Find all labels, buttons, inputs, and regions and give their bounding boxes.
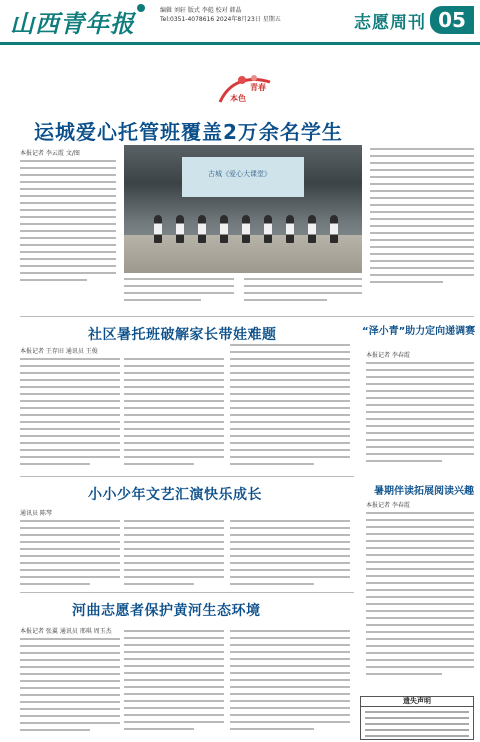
article-byline: 本报记者 李春霞	[366, 502, 410, 509]
photo-performer	[176, 215, 184, 243]
lead-text-col4	[370, 148, 474, 288]
photo-performer	[198, 215, 206, 243]
photo-performer	[308, 215, 316, 243]
photo-performer	[330, 215, 338, 243]
lead-text-col2	[124, 278, 234, 306]
article-text	[366, 362, 474, 467]
page-header	[0, 0, 480, 45]
lead-byline: 本报记者 李云霞 文/图	[20, 150, 80, 157]
article-text	[230, 630, 350, 735]
lead-headline: 运城爱心托管班覆盖2万余名学生	[34, 120, 343, 144]
article-byline: 通讯员 陈琴	[20, 510, 52, 517]
article-headline: 河曲志愿者保护黄河生态环境	[72, 603, 261, 619]
article-text	[20, 638, 120, 736]
notice-title: 遗失声明	[361, 697, 473, 707]
photo-screen-text: 古城《爱心大课堂》	[208, 170, 271, 178]
page-number: 05	[430, 6, 474, 34]
article-headline: 小小少年文艺汇演快乐成长	[88, 487, 262, 503]
article-text	[124, 630, 224, 735]
article-text	[124, 358, 224, 470]
header-info-line1: 编辑 刘轩 版式 李彪 校对 韩晶	[160, 7, 242, 14]
article-byline: 本报记者 李春霞	[366, 352, 410, 359]
photo-stage-screen	[182, 157, 304, 197]
section-title: 志愿周刊	[354, 13, 426, 33]
article-byline: 本报记者 张翼 通讯员 邢琪 周玉杰	[20, 628, 112, 635]
divider	[20, 476, 354, 477]
article-text	[366, 512, 474, 680]
photo-performer	[154, 215, 162, 243]
lead-text-col1	[20, 160, 116, 286]
article-text	[20, 358, 120, 470]
article-text	[230, 520, 350, 590]
masthead: 山西青年报	[10, 4, 145, 39]
article-text	[230, 344, 350, 470]
article-headline: 社区暑托班破解家长带娃难题	[88, 327, 277, 343]
masthead-pin-icon	[137, 4, 145, 12]
photo-performer	[286, 215, 294, 243]
header-info-line2: Tel:0351-4078616 2024年8月23日 星期五	[160, 16, 281, 23]
lead-text-col3	[244, 278, 362, 306]
photo-performer	[242, 215, 250, 243]
photo-performer	[264, 215, 272, 243]
article-text	[124, 520, 224, 590]
divider	[20, 592, 354, 593]
lead-photo	[124, 145, 362, 273]
article-headline: “泽小青”助力定向递调赛	[362, 326, 476, 337]
photo-performer	[220, 215, 228, 243]
divider	[20, 316, 474, 317]
lost-notice-box	[360, 696, 474, 740]
header-info	[160, 6, 350, 24]
logo-text-top: 青春	[250, 83, 266, 92]
article-text	[20, 520, 120, 590]
article-headline: 暑期伴读拓展阅读兴趣	[374, 486, 474, 497]
article-byline: 本报记者 王存田 通讯员 王俊	[20, 348, 98, 355]
logo-text-bottom: 本色	[230, 94, 246, 103]
